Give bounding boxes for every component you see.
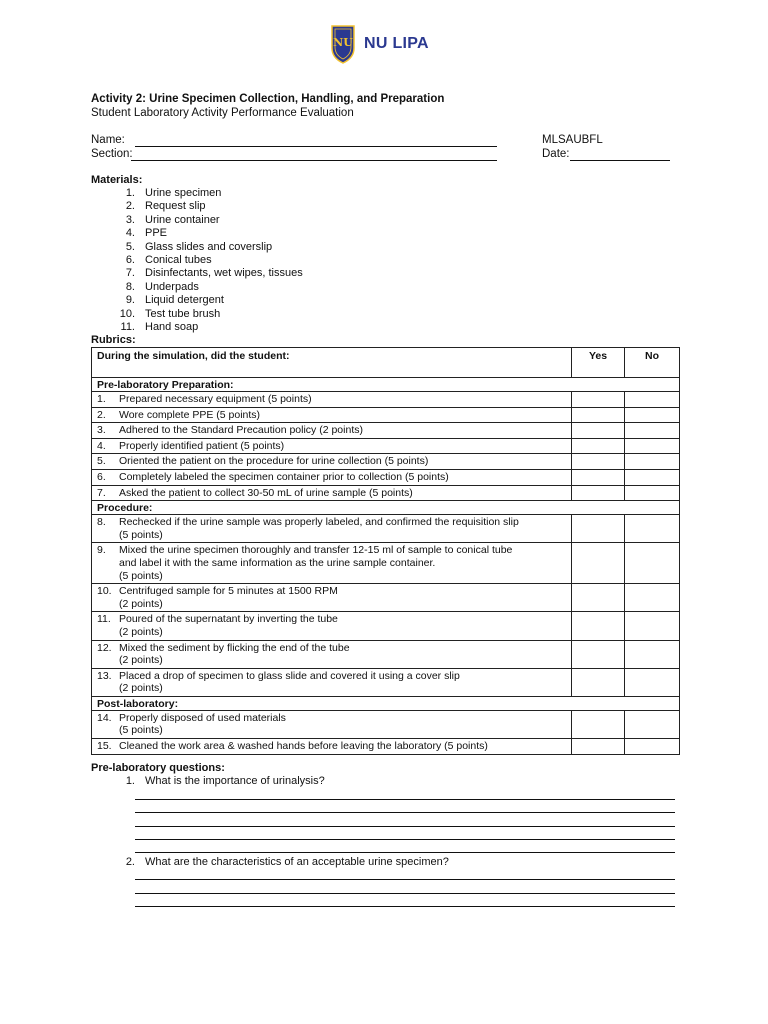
- material-text: Hand soap: [145, 320, 199, 333]
- rubric-item-number: 7.: [97, 486, 106, 499]
- activity-title: Activity 2: Urine Specimen Collection, Handling, and Preparation: [91, 93, 445, 105]
- material-item: [108, 281, 303, 294]
- yes-checkbox-cell[interactable]: [572, 485, 625, 501]
- rubric-item-text: Adhered to the Standard Precaution policy (2 points): [119, 424, 363, 437]
- rubric-item-cell: [92, 543, 572, 584]
- material-number: 5.: [125, 240, 135, 253]
- material-item: [108, 227, 303, 240]
- material-text: Underpads: [145, 280, 199, 293]
- material-number: 1.: [125, 187, 135, 199]
- material-text: Liquid detergent: [145, 294, 224, 307]
- yes-checkbox-cell[interactable]: [572, 612, 625, 640]
- rubric-item-cell: [92, 640, 572, 668]
- rubric-no-header: No: [625, 348, 680, 378]
- question-number: 2.: [125, 856, 135, 868]
- rubric-item-number: 14.: [97, 711, 112, 724]
- rubric-table: [91, 347, 680, 755]
- rubric-item-cell: [92, 584, 572, 612]
- yes-checkbox-cell[interactable]: [572, 515, 625, 543]
- rubric-section-title: Pre-laboratory Preparation:: [92, 378, 680, 392]
- rubric-item-text: Oriented the patient on the procedure for urine collection (5 points): [119, 455, 429, 468]
- rubric-item-number: 15.: [97, 740, 112, 753]
- answer-line[interactable]: [135, 799, 675, 800]
- question-text: What is the importance of urinalysis?: [145, 775, 325, 787]
- material-item: [108, 321, 303, 334]
- yes-checkbox-cell[interactable]: [572, 584, 625, 612]
- rubric-item-cell: [92, 710, 572, 738]
- material-item: [108, 200, 303, 213]
- activity-subtitle: Student Laboratory Activity Performance Evaluation: [91, 107, 354, 119]
- rubric-item-cell: [92, 612, 572, 640]
- material-text: Request slip: [145, 200, 206, 213]
- rubric-section-title: Procedure:: [92, 501, 680, 515]
- no-checkbox-cell[interactable]: [625, 710, 680, 738]
- answer-line[interactable]: [135, 879, 675, 880]
- answer-line[interactable]: [135, 826, 675, 827]
- rubric-item-text: Mixed the urine specimen thoroughly and transfer 12-15 ml of sample to conical tube and label it with the same information as the urine sample container. (5 points): [119, 544, 513, 582]
- rubric-item-text: Properly disposed of used materials (5 points): [119, 711, 286, 737]
- rubric-section-row: [92, 501, 680, 515]
- answer-line[interactable]: [135, 893, 675, 894]
- material-item: [108, 308, 303, 321]
- rubric-item-row: [92, 454, 680, 470]
- yes-checkbox-cell[interactable]: [572, 438, 625, 454]
- rubric-item-row: [92, 515, 680, 543]
- yes-checkbox-cell[interactable]: [572, 640, 625, 668]
- yes-checkbox-cell[interactable]: [572, 710, 625, 738]
- rubric-item-row: [92, 668, 680, 696]
- no-checkbox-cell[interactable]: [625, 584, 680, 612]
- rubric-section-row: [92, 378, 680, 392]
- date-field-line[interactable]: [570, 160, 670, 161]
- rubric-item-number: 12.: [97, 641, 112, 654]
- no-checkbox-cell[interactable]: [625, 423, 680, 439]
- logo-text: NU LIPA: [364, 35, 429, 52]
- no-checkbox-cell[interactable]: [625, 438, 680, 454]
- no-checkbox-cell[interactable]: [625, 454, 680, 470]
- section-field-line[interactable]: [131, 160, 497, 161]
- material-number: 11.: [120, 320, 135, 333]
- material-number: 8.: [125, 280, 135, 293]
- material-item: [108, 294, 303, 307]
- yes-checkbox-cell[interactable]: [572, 543, 625, 584]
- rubric-item-number: 5.: [97, 455, 106, 468]
- rubric-item-cell: [92, 739, 572, 755]
- rubric-item-text: Cleaned the work area & washed hands before leaving the laboratory (5 points): [119, 740, 488, 753]
- rubric-item-row: [92, 739, 680, 755]
- material-number: 6.: [125, 253, 135, 266]
- rubric-item-number: 6.: [97, 470, 106, 483]
- rubric-question-header: During the simulation, did the student:: [92, 348, 572, 378]
- material-number: 2.: [125, 200, 135, 213]
- material-item: [108, 267, 303, 280]
- material-item: [108, 187, 303, 200]
- yes-checkbox-cell[interactable]: [572, 392, 625, 408]
- rubric-item-text: Wore complete PPE (5 points): [119, 408, 261, 421]
- rubric-item-number: 11.: [97, 613, 111, 626]
- rubric-item-number: 9.: [97, 544, 106, 557]
- no-checkbox-cell[interactable]: [625, 739, 680, 755]
- question-number: 1.: [125, 775, 135, 787]
- question-text: What are the characteristics of an acceptable urine specimen?: [145, 856, 449, 868]
- rubric-item-text: Placed a drop of specimen to glass slide and covered it using a cover slip (2 points): [119, 669, 460, 695]
- material-number: 3.: [125, 213, 135, 226]
- no-checkbox-cell[interactable]: [625, 543, 680, 584]
- material-item: [108, 254, 303, 267]
- rubric-item-cell: [92, 423, 572, 439]
- yes-checkbox-cell[interactable]: [572, 454, 625, 470]
- material-item: [108, 214, 303, 227]
- institution-logo: [330, 24, 429, 64]
- rubric-item-cell: [92, 668, 572, 696]
- yes-checkbox-cell[interactable]: [572, 407, 625, 423]
- rubric-item-row: [92, 438, 680, 454]
- no-checkbox-cell[interactable]: [625, 392, 680, 408]
- materials-list: [108, 187, 303, 334]
- rubric-item-row: [92, 584, 680, 612]
- material-text: Urine container: [145, 213, 220, 226]
- rubric-item-row: [92, 392, 680, 408]
- rubric-item-cell: [92, 454, 572, 470]
- rubric-item-cell: [92, 485, 572, 501]
- rubric-item-cell: [92, 438, 572, 454]
- rubric-item-number: 1.: [97, 393, 106, 405]
- rubric-item-row: [92, 407, 680, 423]
- rubric-item-number: 3.: [97, 424, 106, 437]
- answer-line[interactable]: [135, 906, 675, 907]
- rubric-item-row: [92, 469, 680, 485]
- rubric-item-cell: [92, 392, 572, 408]
- rubric-item-text: Rechecked if the urine sample was properly labeled, and confirmed the requisition slip (5 points): [119, 516, 519, 541]
- yes-checkbox-cell[interactable]: [572, 739, 625, 755]
- rubric-item-text: Completely labeled the specimen container prior to collection (5 points): [119, 470, 449, 483]
- material-number: 10.: [119, 307, 135, 320]
- yes-checkbox-cell[interactable]: [572, 423, 625, 439]
- rubric-item-text: Properly identified patient (5 points): [119, 439, 285, 452]
- material-text: Disinfectants, wet wipes, tissues: [145, 267, 303, 280]
- material-text: Urine specimen: [145, 187, 222, 199]
- prelab-heading: Pre-laboratory questions:: [91, 762, 225, 774]
- rubric-item-text: Asked the patient to collect 30-50 mL of urine sample (5 points): [119, 486, 413, 499]
- rubric-item-text: Poured of the supernatant by inverting the tube (2 points): [119, 613, 338, 638]
- no-checkbox-cell[interactable]: [625, 469, 680, 485]
- rubric-item-cell: [92, 515, 572, 543]
- rubric-item-number: 10.: [97, 585, 112, 598]
- rubric-item-number: 2.: [97, 408, 106, 421]
- name-field-line[interactable]: [135, 146, 497, 147]
- material-number: 7.: [125, 267, 135, 280]
- no-checkbox-cell[interactable]: [625, 485, 680, 501]
- rubric-item-number: 8.: [97, 516, 106, 529]
- date-label: Date:: [542, 148, 570, 160]
- prelab-question: [108, 775, 325, 787]
- section-label: Section:: [91, 148, 133, 160]
- no-checkbox-cell[interactable]: [625, 515, 680, 543]
- answer-line[interactable]: [135, 839, 675, 840]
- material-number: 9.: [125, 294, 135, 307]
- rubric-section-title: Post-laboratory:: [92, 696, 680, 710]
- rubric-section-row: [92, 696, 680, 710]
- answer-line[interactable]: [135, 852, 675, 853]
- material-text: Conical tubes: [145, 253, 212, 266]
- answer-line[interactable]: [135, 812, 675, 813]
- no-checkbox-cell[interactable]: [625, 407, 680, 423]
- no-checkbox-cell[interactable]: [625, 668, 680, 696]
- material-text: Test tube brush: [145, 307, 221, 320]
- name-label: Name:: [91, 134, 125, 146]
- rubric-item-row: [92, 423, 680, 439]
- svg-text:NU: NU: [333, 36, 353, 49]
- no-checkbox-cell[interactable]: [625, 640, 680, 668]
- yes-checkbox-cell[interactable]: [572, 668, 625, 696]
- rubric-item-row: [92, 485, 680, 501]
- course-code: MLSAUBFL: [542, 134, 603, 146]
- no-checkbox-cell[interactable]: [625, 612, 680, 640]
- rubric-header-row: [92, 348, 680, 378]
- yes-checkbox-cell[interactable]: [572, 469, 625, 485]
- rubric-item-text: Mixed the sediment by flicking the end of the tube (2 points): [119, 641, 350, 667]
- rubric-item-text: Centrifuged sample for 5 minutes at 1500 RPM (2 points): [119, 585, 338, 610]
- materials-heading: Materials:: [91, 174, 143, 186]
- prelab-question: [108, 856, 449, 868]
- rubric-item-cell: [92, 407, 572, 423]
- rubric-item-cell: [92, 469, 572, 485]
- rubric-item-row: [92, 543, 680, 584]
- material-number: 4.: [125, 227, 135, 240]
- material-text: PPE: [145, 227, 168, 240]
- rubric-item-row: [92, 710, 680, 738]
- rubric-item-number: 4.: [97, 439, 106, 452]
- material-text: Glass slides and coverslip: [145, 240, 273, 253]
- crest-icon: [330, 24, 356, 64]
- rubric-yes-header: Yes: [572, 348, 625, 378]
- rubrics-heading: Rubrics:: [91, 334, 136, 346]
- rubric-item-row: [92, 612, 680, 640]
- material-item: [108, 241, 303, 254]
- rubric-item-number: 13.: [97, 669, 112, 682]
- rubric-item-text: Prepared necessary equipment (5 points): [119, 393, 312, 405]
- rubric-item-row: [92, 640, 680, 668]
